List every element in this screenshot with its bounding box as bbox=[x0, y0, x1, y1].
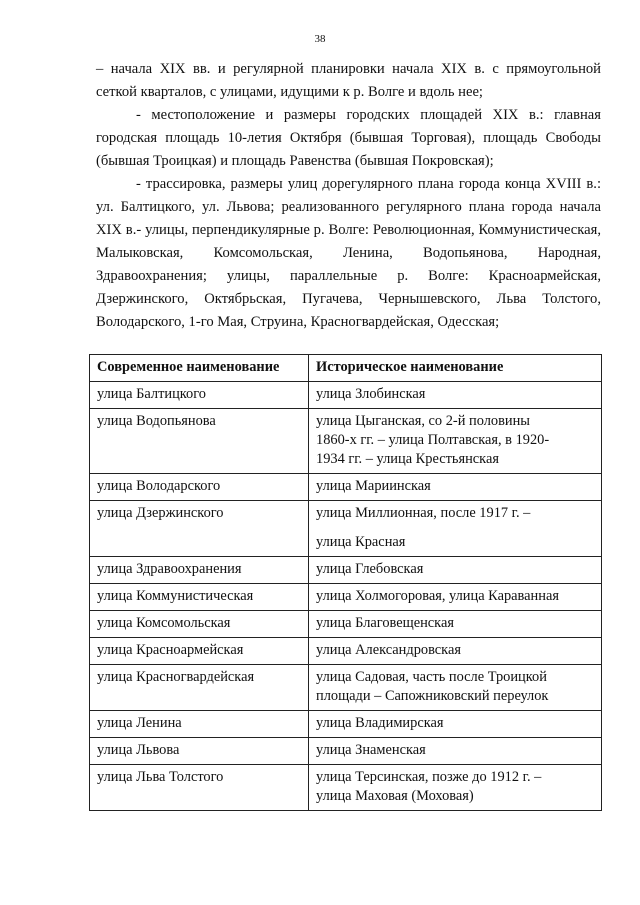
historical-name-cell bbox=[309, 409, 602, 474]
historical-name-line: улица Маховая (Моховая) bbox=[316, 788, 474, 804]
historical-name-line: улица Красная bbox=[316, 534, 406, 550]
modern-name-cell: улица Здравоохранения bbox=[90, 557, 309, 584]
table-row bbox=[90, 382, 602, 409]
historical-name-line: улица Холмогоровая, улица Караванная bbox=[316, 588, 559, 604]
modern-name-cell: улица Балтицкого bbox=[90, 382, 309, 409]
modern-name-cell: улица Комсомольская bbox=[90, 611, 309, 638]
modern-name-cell: улица Ленина bbox=[90, 711, 309, 738]
historical-name-cell bbox=[309, 584, 602, 611]
modern-name-cell: улица Водопьянова bbox=[90, 409, 309, 474]
historical-name-line: улица Терсинская, позже до 1912 г. – bbox=[316, 769, 542, 785]
table-row bbox=[90, 584, 602, 611]
historical-name-cell bbox=[309, 665, 602, 711]
modern-name-cell: улица Коммунистическая bbox=[90, 584, 309, 611]
historical-name-line: улица Цыганская, со 2-й половины bbox=[316, 413, 530, 429]
table-row bbox=[90, 474, 602, 501]
table-row bbox=[90, 711, 602, 738]
table-row bbox=[90, 765, 602, 811]
body-text bbox=[96, 58, 601, 334]
historical-name-line: 1860-х гг. – улица Полтавская, в 1920- bbox=[316, 432, 550, 448]
modern-name-cell: улица Володарского bbox=[90, 474, 309, 501]
historical-name-line: улица Садовая, часть после Троицкой bbox=[316, 669, 547, 685]
paragraph-1: – начала XIX вв. и регулярной планировки начала XIX в. с прямоугольной сеткой кварталов, с улицами, идущими к р. Волге и вдоль нее; bbox=[96, 61, 601, 100]
table-row bbox=[90, 501, 602, 557]
street-names-table bbox=[89, 354, 602, 811]
historical-name-cell bbox=[309, 382, 602, 409]
historical-name-line: 1934 гг. – улица Крестьянская bbox=[316, 451, 499, 467]
table-header-row bbox=[90, 355, 602, 382]
header-modern-name: Современное наименование bbox=[90, 355, 309, 382]
table-row bbox=[90, 638, 602, 665]
historical-name-line: улица Глебовская bbox=[316, 561, 424, 577]
historical-name-cell bbox=[309, 501, 602, 557]
modern-name-cell: улица Дзержинского bbox=[90, 501, 309, 557]
historical-name-cell bbox=[309, 765, 602, 811]
table-row bbox=[90, 738, 602, 765]
table-body bbox=[90, 382, 602, 811]
historical-name-cell bbox=[309, 711, 602, 738]
header-historical-name: Историческое наименование bbox=[309, 355, 602, 382]
modern-name-cell: улица Львова bbox=[90, 738, 309, 765]
table-row bbox=[90, 665, 602, 711]
historical-name-line: улица Александровская bbox=[316, 642, 461, 658]
page-number: 38 bbox=[314, 33, 326, 45]
table-row bbox=[90, 557, 602, 584]
historical-name-line: улица Мариинская bbox=[316, 478, 431, 494]
historical-name-cell bbox=[309, 738, 602, 765]
historical-name-cell bbox=[309, 474, 602, 501]
historical-name-line: улица Знаменская bbox=[316, 742, 426, 758]
historical-name-line: улица Благовещенская bbox=[316, 615, 454, 631]
historical-name-line: улица Владимирская bbox=[316, 715, 444, 731]
historical-name-line: улица Злобинская bbox=[316, 386, 426, 402]
historical-name-cell bbox=[309, 611, 602, 638]
historical-name-cell bbox=[309, 638, 602, 665]
historical-name-line: площади – Сапожниковский переулок bbox=[316, 688, 549, 704]
modern-name-cell: улица Красноармейская bbox=[90, 638, 309, 665]
table-row bbox=[90, 611, 602, 638]
modern-name-cell: улица Красногвардейская bbox=[90, 665, 309, 711]
historical-name-line: улица Миллионная, после 1917 г. – bbox=[316, 505, 531, 521]
table-row bbox=[90, 409, 602, 474]
paragraph-3: - трассировка, размеры улиц дорегулярного плана города конца XVIII в.: ул. Балтицкого, ул. Львова; реализованного регулярного плана города начала XIX в.- улицы, перпендикулярные р. Волге: Революционная, Коммунистическая, Малыковская, Комсомольская, Ленина, Водопьянова, Народная, Здравоохранения; улицы, параллельные р. Волге: Красноармейская, Дзержинского, Октябрьская, Пугачева, Чернышевского, Льва Толстого, Володарского, 1-го Мая, Струина, Красногвардейская, Одесская; bbox=[96, 176, 601, 330]
modern-name-cell: улица Льва Толстого bbox=[90, 765, 309, 811]
historical-name-cell bbox=[309, 557, 602, 584]
paragraph-2: - местоположение и размеры городских площадей XIX в.: главная городская площадь 10-летия Октября (бывшая Торговая), площадь Свободы (бывшая Троицкая) и площадь Равенства (бывшая Покровская); bbox=[96, 107, 601, 169]
